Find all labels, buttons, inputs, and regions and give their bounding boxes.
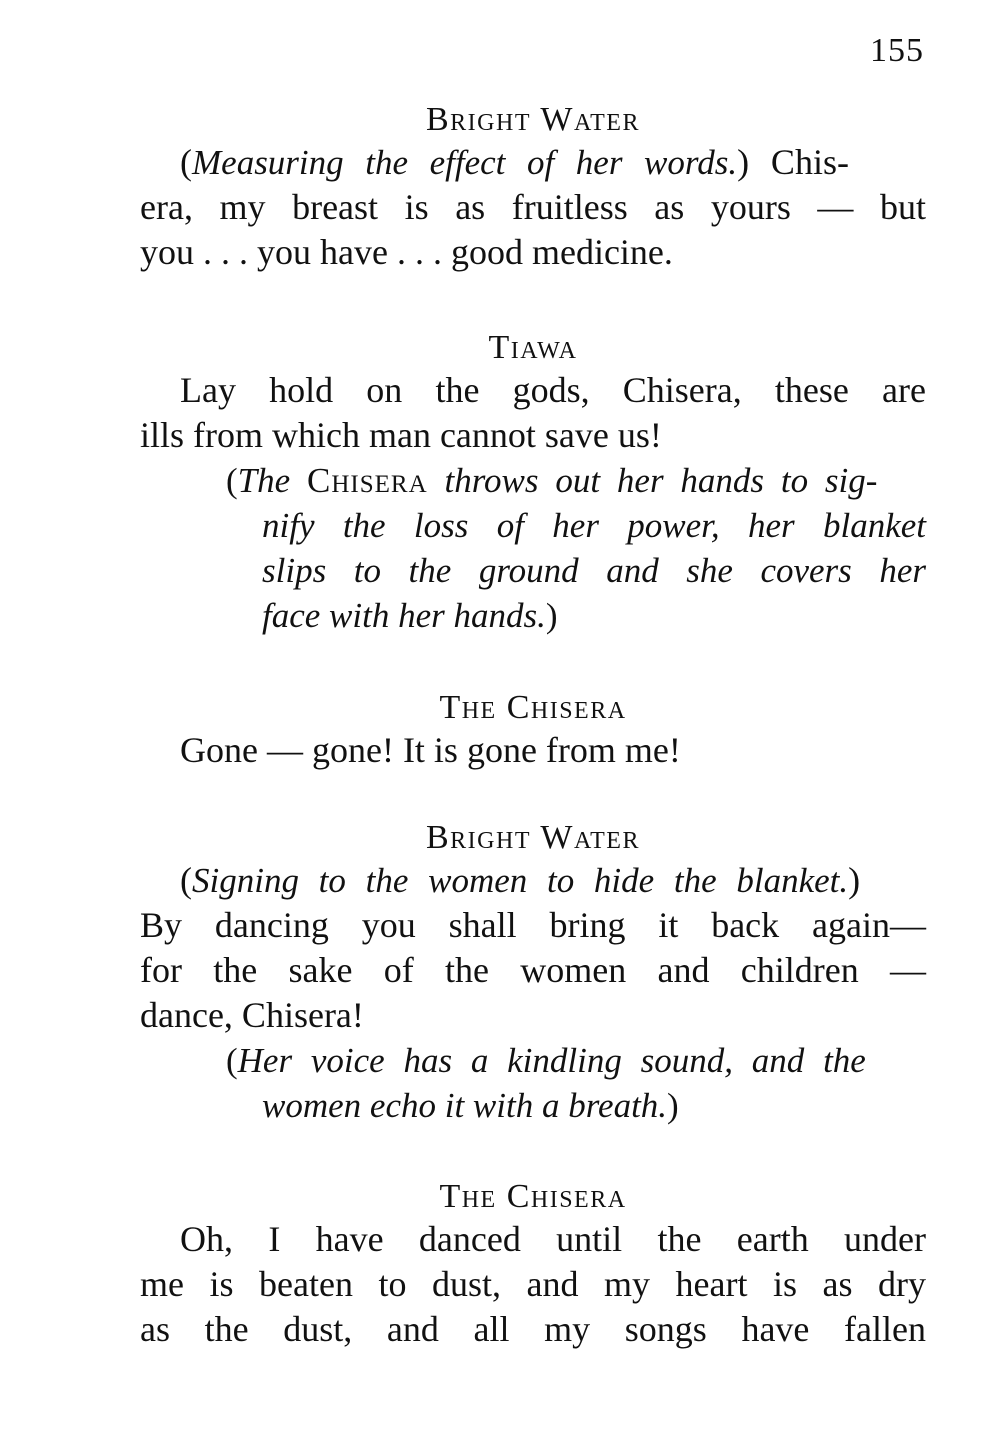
text-line: Lay hold on the gods, Chisera, these are — [180, 370, 926, 410]
text-line: By dancing you shall bring it back again— — [140, 905, 926, 945]
text-line — [140, 858, 926, 903]
text-line: Oh, I have danced until the earth under — [180, 1219, 926, 1259]
stage-direction-line: nify the loss of her power, her blanket — [262, 506, 926, 545]
text-line: dance, Chisera! — [140, 995, 364, 1035]
stage-direction-line — [140, 1038, 926, 1083]
text-span: ( — [180, 860, 192, 900]
stage-direction-line — [140, 458, 926, 503]
text-span: ( — [180, 142, 192, 182]
text-span: ) — [667, 1086, 679, 1125]
text-line: me is beaten to dust, and my heart is as dry — [140, 1264, 926, 1304]
stage-direction: throws out her hands to sig- — [427, 461, 878, 500]
speaker-name: The Chisera — [439, 1178, 627, 1215]
speaker-name: Tiawa — [488, 329, 578, 366]
speech-block-bright-water-2 — [140, 818, 926, 1128]
speech-block-the-chisera-2 — [140, 1177, 926, 1352]
speaker-name: Bright Water — [426, 101, 640, 138]
stage-direction: Signing to the women to hide the blanket. — [192, 861, 849, 900]
character-name: Chisera — [307, 461, 428, 500]
speaker-name: Bright Water — [426, 819, 640, 856]
text-line — [140, 140, 926, 185]
speech-block-bright-water-1 — [140, 100, 926, 275]
text-line: you . . . you have . . . good medicine. — [140, 232, 673, 272]
stage-direction-line: slips to the ground and she covers her — [262, 551, 926, 590]
stage-direction-line — [140, 1083, 926, 1128]
stage-direction: Her voice has a kindling sound, and the — [237, 1041, 866, 1080]
speech-block-tiawa — [140, 328, 926, 638]
stage-direction-line — [140, 593, 926, 638]
stage-direction: The — [237, 461, 307, 500]
stage-direction: women echo it with a breath. — [262, 1086, 668, 1125]
text-span: ) — [545, 596, 558, 635]
text-span: ( — [226, 461, 238, 500]
stage-direction: face with her hands. — [262, 596, 546, 635]
text-line: for the sake of the women and children — — [140, 950, 926, 990]
text-span: ( — [226, 1041, 238, 1080]
text-line: as the dust, and all my songs have fallen — [140, 1309, 926, 1349]
text-span: ) Chis- — [737, 142, 849, 182]
speaker-name: The Chisera — [439, 689, 627, 726]
text-span: ) — [848, 860, 861, 900]
speech-block-the-chisera-1 — [140, 688, 926, 773]
page-number: 155 — [870, 32, 924, 69]
text-line: era, my breast is as fruitless as yours — but — [140, 187, 926, 227]
text-line: Gone — gone! It is gone from me! — [180, 730, 681, 770]
text-line: ills from which man cannot save us! — [140, 415, 662, 455]
stage-direction: Measuring the effect of her words. — [192, 143, 738, 182]
